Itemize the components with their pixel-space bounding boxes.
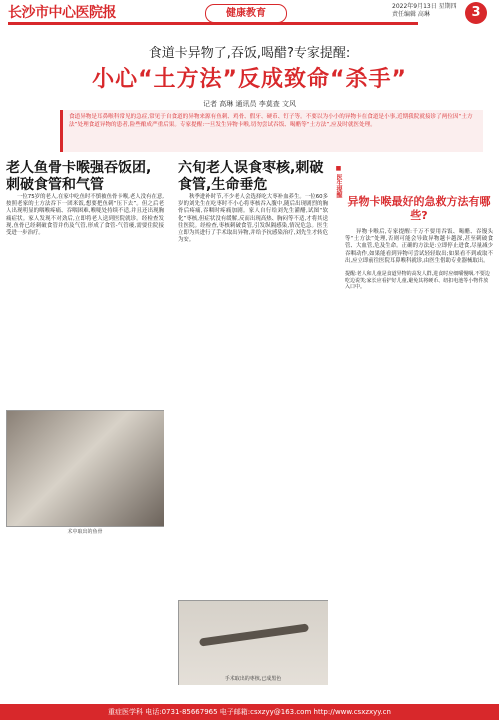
- article-2-photo-caption: 手术取出的枣核,已成黑色: [224, 676, 282, 682]
- article-1-photo-caption: 术中取出的鱼骨: [67, 529, 103, 535]
- masthead-rule: [8, 22, 418, 25]
- article-1-title: 老人鱼骨卡喉强吞饭团,刺破食管和气管: [6, 160, 152, 193]
- doctor-reminder-tag: ■ 医生提醒: [335, 165, 342, 199]
- article-2-body: 秋季进补时节,不少老人会选择吃大枣补血养生。一位60多岁的刘先生在吃枣时不小心将枣核吞入腹中,随后出现剧烈的胸骨后疼痛,吞咽时疼痛加剧。家人自行给刘先生灌醋,试图“软化”枣核,但症状没有缓解,反而出现高热、胸闷等不适,才将其送往医院。经检查,枣核刺破食管,引发纵隔感染,情况危急。医生立即为其进行了手术取出异物,并给予抗感染治疗,刘先生才转危为安。: [178, 194, 328, 244]
- editor-credit: 责任编辑 高琳: [392, 11, 430, 18]
- article-3-tip: 提醒:老人和儿童是食道异物的高发人群,进食时应细嚼慢咽,不要边吃边说笑;家长应看护好儿童,避免其将硬币、纽扣电池等小物件放入口中。: [345, 271, 490, 291]
- article-1: [6, 160, 164, 685]
- article-3: [345, 195, 493, 685]
- article-3-title: 异物卡喉最好的急救方法有哪些?: [347, 195, 491, 222]
- article-2-title: 六旬老人误食枣核,刺破食管,生命垂危: [178, 160, 324, 193]
- article-3-body: 异物卡喉后,专家提醒:千万不要用吞饭、喝醋、吞馒头等“土方法”处理,否则可能会导致异物越卡越深,甚至刺破食管、大血管,危及生命。正确的方法是:立即停止进食,尽量减少吞咽动作,如果能看到异物可尝试轻轻取出;如果看不到或取不出,应立即前往医院耳鼻喉科就诊,由医生借助专业器械取出。: [345, 229, 493, 264]
- date-pit-photo: [178, 600, 328, 685]
- page-footer: 重症医学科 电话:0731-85667965 电子邮箱:csxzyy@163.com http://www.csxzxyy.cn: [0, 704, 499, 720]
- article-1-body: 一位75岁的老人,在家中吃鱼时不慎被鱼骨卡喉,老人没有在意,按照老家的土方法吞下一团米饭,想要把鱼刺“压下去”。但之后老人出现明显的咽喉疼痛、吞咽困难,喉咙处持续不适,并且还出现胸痛症状。家人发现不对劲后,立即将老人送到医院就诊。经检查发现,鱼骨已经刺破食管并伤及气管,形成了食管-气管瘘,需要住院接受进一步治疗。: [6, 194, 164, 237]
- masthead: [0, 0, 499, 28]
- headline-kicker: 食道卡异物了,吞饭,喝醋?专家提醒:: [148, 46, 351, 61]
- section-label: 健康教育: [205, 4, 287, 23]
- issue-date: 2022年9月13日 星期四: [392, 3, 457, 10]
- lead-paragraph-box: [60, 110, 483, 152]
- byline: 记者 高琳 通讯员 李莫查 文风: [203, 100, 296, 108]
- page-number-badge: 3: [465, 2, 487, 24]
- article-2: [178, 160, 328, 685]
- date-pit-shape: [199, 623, 309, 646]
- main-headline: 小心“土方法”反成致命“杀手”: [92, 67, 407, 92]
- newspaper-logo: 长沙市中心医院报: [8, 5, 116, 21]
- fishbone-photo: [6, 410, 164, 527]
- lead-paragraph: 食道异物是耳鼻喉科常见的急症,常见于自食道的异物来源有鱼刺、鸡骨、假牙、硬币、钉子等。不要以为小小的异物卡在食道是小事,近期我院就接诊了两位因“土方法”处理食道异物的患者,险些酿成严重后果。专家提醒:一旦发生异物卡喉,切勿尝试吞饭、喝醋等“土方法”,应及时就医处理。: [69, 114, 473, 128]
